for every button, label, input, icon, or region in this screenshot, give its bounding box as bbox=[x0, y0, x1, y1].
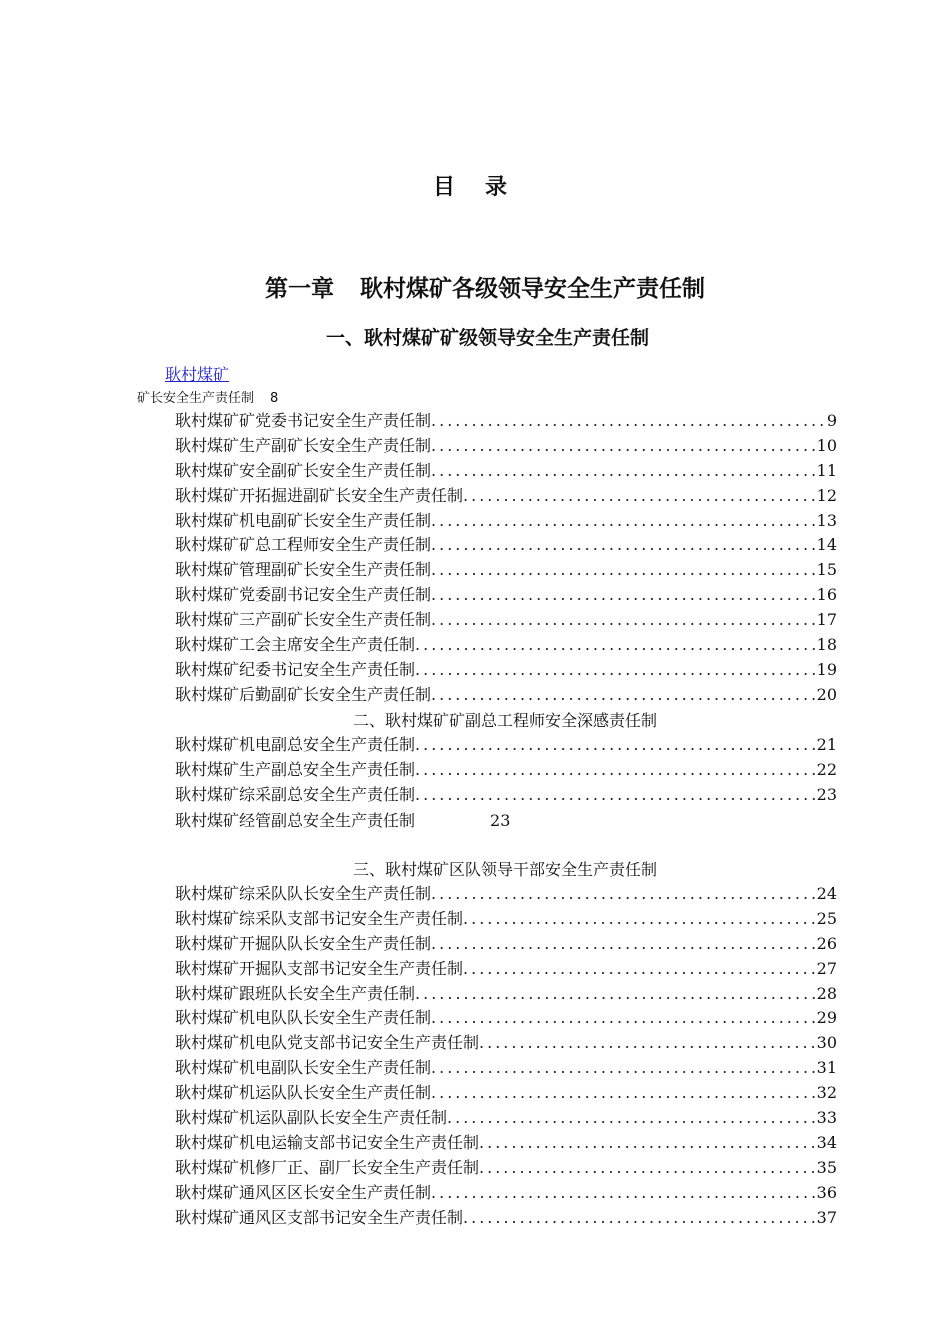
toc-entry[interactable] bbox=[175, 982, 837, 1007]
dot-leader bbox=[431, 1006, 817, 1031]
dot-leader bbox=[431, 533, 817, 558]
dot-leader bbox=[463, 1206, 817, 1231]
toc-entry[interactable] bbox=[175, 533, 837, 558]
toc-entry-page: 17 bbox=[816, 610, 837, 630]
dot-leader bbox=[447, 1106, 817, 1131]
toc-entry[interactable] bbox=[175, 658, 837, 683]
toc-title: 目录 bbox=[432, 175, 537, 200]
toc-entry[interactable] bbox=[175, 1181, 837, 1206]
toc-entry-title: 耿村煤矿机电队党支部书记安全生产责任制 bbox=[175, 1033, 480, 1053]
dot-leader bbox=[479, 1156, 817, 1181]
toc-entry-page: 8 bbox=[270, 391, 279, 406]
toc-entry-page: 23 bbox=[816, 784, 837, 804]
chapter-label: 第一章 bbox=[265, 276, 334, 302]
toc-entry[interactable] bbox=[175, 409, 837, 434]
toc-entry-page: 20 bbox=[816, 684, 837, 704]
toc-entry-page: 30 bbox=[816, 1033, 837, 1053]
section-heading-1: 一、耿村煤矿矿级领导安全生产责任制 bbox=[325, 327, 649, 349]
dot-leader bbox=[415, 783, 817, 808]
dot-leader bbox=[463, 957, 817, 982]
dot-leader bbox=[431, 932, 817, 957]
toc-entry-title: 耿村煤矿综采副总安全生产责任制 bbox=[175, 784, 416, 804]
toc-entry[interactable] bbox=[175, 932, 837, 957]
toc-entry-page: 13 bbox=[816, 510, 837, 530]
toc-entry-title: 耿村煤矿开拓掘进副矿长安全生产责任制 bbox=[175, 485, 464, 505]
dot-leader bbox=[415, 758, 817, 783]
dot-leader bbox=[431, 1056, 817, 1081]
toc-entry-title: 耿村煤矿机电运输支部书记安全生产责任制 bbox=[175, 1132, 480, 1152]
toc-entry-page: 36 bbox=[816, 1182, 837, 1202]
toc-entry-page: 27 bbox=[816, 958, 837, 978]
toc-entry-page: 9 bbox=[826, 411, 837, 430]
dot-leader bbox=[431, 608, 817, 633]
toc-entry[interactable] bbox=[175, 1056, 837, 1081]
toc-entry[interactable] bbox=[175, 1131, 837, 1156]
toc-entry-title: 耿村煤矿矿总工程师安全生产责任制 bbox=[175, 535, 432, 555]
toc-entry[interactable] bbox=[175, 1206, 837, 1231]
toc-entry-page: 29 bbox=[816, 1008, 837, 1028]
toc-entry-title: 耿村煤矿工会主席安全生产责任制 bbox=[175, 635, 416, 655]
toc-entry-page: 25 bbox=[816, 908, 837, 928]
toc-entry[interactable] bbox=[175, 1156, 837, 1181]
toc-entry-page: 26 bbox=[816, 933, 837, 953]
toc-entry[interactable] bbox=[175, 1081, 837, 1106]
section-heading-3: 三、耿村煤矿区队领导干部安全生产责任制 bbox=[352, 860, 657, 879]
toc-entry[interactable] bbox=[175, 459, 837, 484]
toc-entry-title: 耿村煤矿生产副总安全生产责任制 bbox=[175, 759, 416, 779]
dot-leader bbox=[463, 484, 817, 509]
toc-entry-title: 耿村煤矿综采队支部书记安全生产责任制 bbox=[175, 908, 464, 928]
toc-entry-title: 耿村煤矿机修厂正、副厂长安全生产责任制 bbox=[175, 1157, 480, 1177]
dot-leader bbox=[431, 683, 817, 708]
toc-entry[interactable] bbox=[175, 1106, 837, 1131]
toc-entry-page: 16 bbox=[816, 585, 837, 605]
toc-entry-page: 23 bbox=[490, 811, 511, 830]
dot-leader bbox=[415, 658, 817, 683]
toc-entry-title: 耿村煤矿机电副队长安全生产责任制 bbox=[175, 1058, 432, 1078]
toc-entry-title: 耿村煤矿跟班队长安全生产责任制 bbox=[175, 983, 416, 1003]
dot-leader bbox=[415, 733, 817, 758]
dot-leader bbox=[431, 509, 817, 534]
toc-entry-page: 14 bbox=[816, 535, 837, 555]
dot-leader bbox=[431, 583, 817, 608]
toc-entry-title: 耿村煤矿安全副矿长安全生产责任制 bbox=[175, 460, 432, 480]
toc-entry[interactable] bbox=[175, 509, 837, 534]
dot-leader bbox=[479, 1031, 817, 1056]
toc-entry[interactable] bbox=[175, 434, 837, 459]
toc-entry-page: 10 bbox=[816, 435, 837, 455]
toc-entry[interactable] bbox=[175, 608, 837, 633]
toc-entry-page: 22 bbox=[816, 759, 837, 779]
toc-list-group-b bbox=[175, 733, 837, 808]
toc-entry-page: 31 bbox=[816, 1058, 837, 1078]
dot-leader bbox=[479, 1131, 817, 1156]
toc-entry-page: 28 bbox=[816, 983, 837, 1003]
dot-leader bbox=[431, 409, 827, 434]
toc-entry-title: 矿长安全生产责任制 bbox=[137, 391, 255, 406]
toc-entry-title: 耿村煤矿开掘队队长安全生产责任制 bbox=[175, 933, 432, 953]
toc-entry-title: 耿村煤矿机运队队长安全生产责任制 bbox=[175, 1083, 432, 1103]
toc-entry[interactable] bbox=[175, 484, 837, 509]
toc-entry-title: 耿村煤矿经管副总安全生产责任制 bbox=[175, 811, 416, 830]
chapter-heading bbox=[0, 270, 950, 303]
toc-entry-title: 耿村煤矿通风区区长安全生产责任制 bbox=[175, 1182, 432, 1202]
toc-entry-page: 18 bbox=[816, 635, 837, 655]
dot-leader bbox=[431, 459, 817, 484]
toc-entry[interactable] bbox=[175, 783, 837, 808]
toc-entry-plain[interactable] bbox=[175, 808, 510, 833]
toc-entry-title: 耿村煤矿开掘队支部书记安全生产责任制 bbox=[175, 958, 464, 978]
toc-entry-title: 耿村煤矿纪委书记安全生产责任制 bbox=[175, 659, 416, 679]
dot-leader bbox=[431, 434, 817, 459]
toc-entry-title: 耿村煤矿机电副矿长安全生产责任制 bbox=[175, 510, 432, 530]
toc-entry-page: 19 bbox=[816, 659, 837, 679]
toc-entry-title: 耿村煤矿机电队队长安全生产责任制 bbox=[175, 1008, 432, 1028]
toc-entry-page: 24 bbox=[816, 884, 837, 903]
toc-entry[interactable] bbox=[175, 633, 837, 658]
toc-entry-page: 37 bbox=[816, 1207, 837, 1227]
dot-leader bbox=[463, 907, 817, 932]
toc-list-group-a bbox=[175, 409, 837, 708]
toc-entry[interactable] bbox=[175, 558, 837, 583]
toc-entry-page: 33 bbox=[816, 1108, 837, 1128]
chapter-title: 耿村煤矿各级领导安全生产责任制 bbox=[360, 276, 705, 302]
toc-entry[interactable] bbox=[175, 1006, 837, 1031]
toc-entry-title: 耿村煤矿通风区支部书记安全生产责任制 bbox=[175, 1207, 464, 1227]
toc-link[interactable]: 耿村煤矿 bbox=[165, 365, 230, 384]
toc-entry-title: 耿村煤矿管理副矿长安全生产责任制 bbox=[175, 560, 432, 580]
toc-list-group-c bbox=[175, 882, 837, 1230]
toc-entry[interactable] bbox=[175, 907, 837, 932]
toc-entry-title: 耿村煤矿党委副书记安全生产责任制 bbox=[175, 585, 432, 605]
dot-leader bbox=[431, 882, 817, 907]
toc-entry-title: 耿村煤矿三产副矿长安全生产责任制 bbox=[175, 610, 432, 630]
toc-entry-page: 35 bbox=[816, 1157, 837, 1177]
toc-entry[interactable] bbox=[175, 583, 837, 608]
toc-entry-page: 32 bbox=[816, 1083, 837, 1103]
toc-entry[interactable] bbox=[175, 733, 837, 758]
toc-entry-title: 耿村煤矿机运队副队长安全生产责任制 bbox=[175, 1108, 448, 1128]
section-heading-2: 二、耿村煤矿矿副总工程师安全深感责任制 bbox=[352, 711, 657, 730]
toc-entry[interactable] bbox=[175, 683, 837, 708]
dot-leader bbox=[431, 1081, 817, 1106]
toc-entry-first[interactable] bbox=[137, 387, 278, 406]
dot-leader bbox=[431, 1181, 817, 1206]
toc-entry-title: 耿村煤矿后勤副矿长安全生产责任制 bbox=[175, 684, 432, 704]
toc-entry-title: 耿村煤矿矿党委书记安全生产责任制 bbox=[175, 411, 432, 430]
dot-leader bbox=[415, 982, 817, 1007]
toc-entry-page: 11 bbox=[816, 460, 837, 480]
toc-entry-page: 12 bbox=[816, 485, 837, 505]
toc-entry[interactable] bbox=[175, 1031, 837, 1056]
toc-entry[interactable] bbox=[175, 758, 837, 783]
toc-entry[interactable] bbox=[175, 957, 837, 982]
toc-entry-title: 耿村煤矿综采队队长安全生产责任制 bbox=[175, 884, 432, 903]
toc-entry-page: 34 bbox=[816, 1132, 837, 1152]
dot-leader bbox=[415, 633, 817, 658]
dot-leader bbox=[431, 558, 817, 583]
toc-entry-title: 耿村煤矿机电副总安全生产责任制 bbox=[175, 735, 416, 754]
toc-entry-page: 15 bbox=[816, 560, 837, 580]
toc-entry-title: 耿村煤矿生产副矿长安全生产责任制 bbox=[175, 435, 432, 455]
toc-entry[interactable] bbox=[175, 882, 837, 907]
toc-entry-page: 21 bbox=[816, 735, 837, 754]
